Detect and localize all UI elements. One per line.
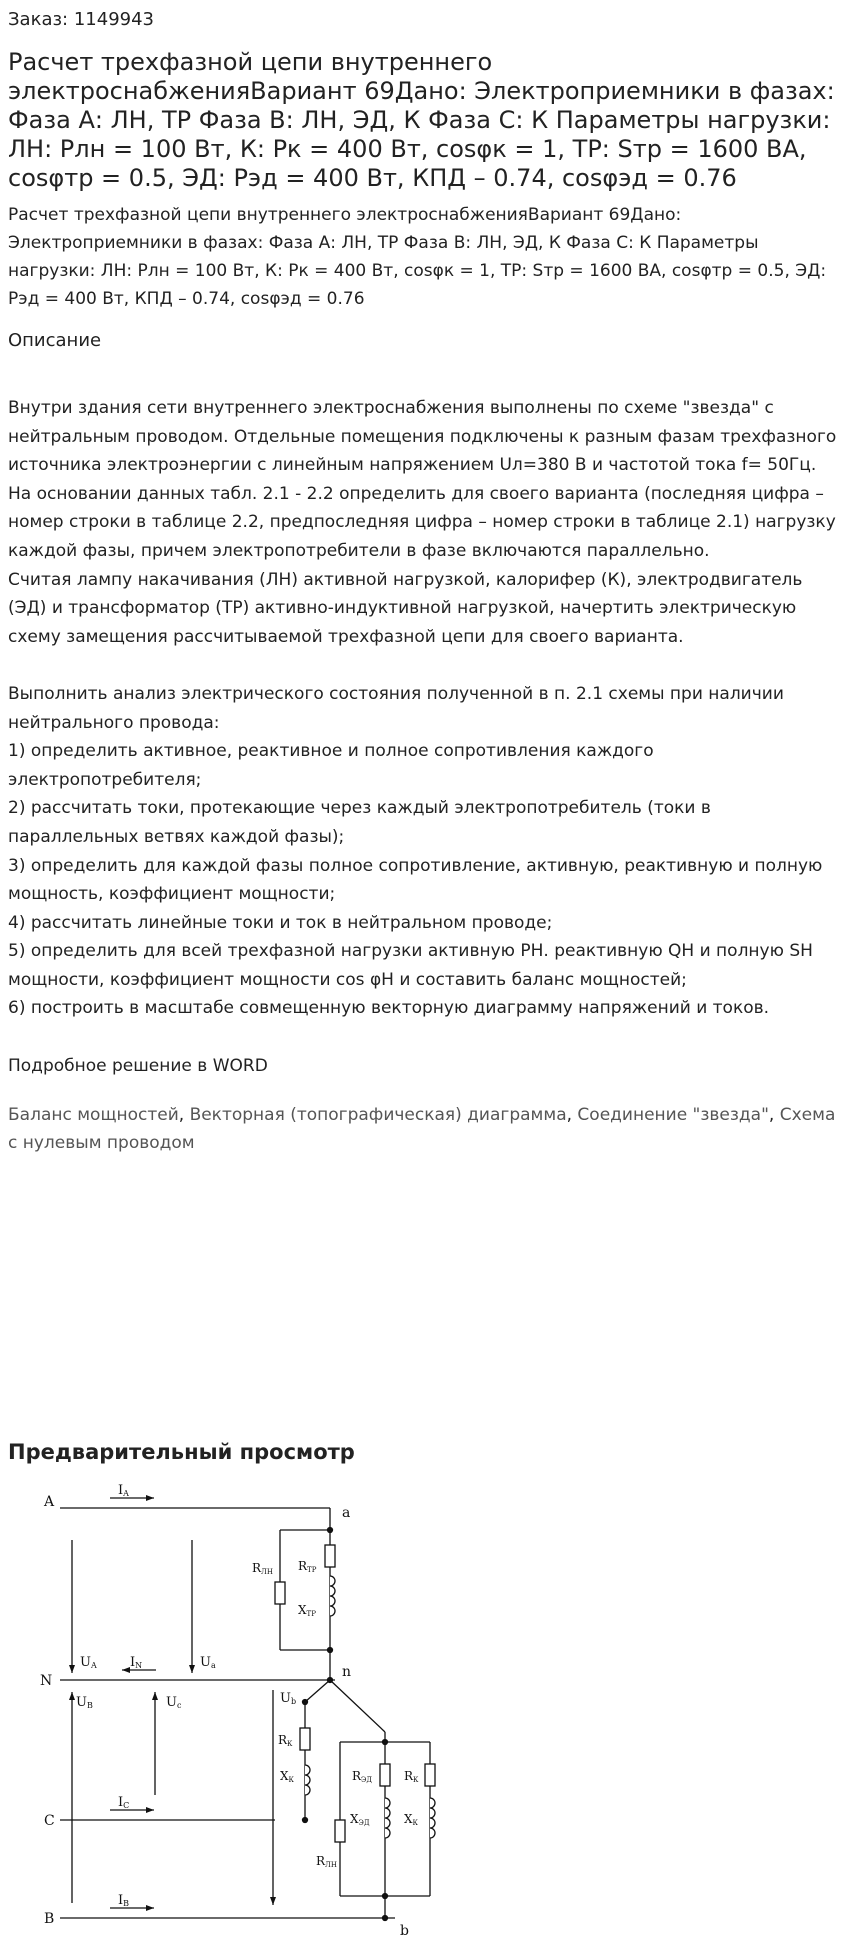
label-IC: I [118, 1795, 124, 1810]
svg-text:IA [118, 1483, 129, 1498]
star-to-b [330, 1680, 385, 1732]
label-sub: ЛН [261, 1568, 273, 1576]
node-label-C: C [44, 1813, 55, 1829]
label-IN: I [130, 1655, 136, 1670]
label-Rln-b: R [316, 1854, 326, 1868]
svg-text:RЭД [352, 1769, 372, 1784]
label-Red: R [352, 1769, 362, 1783]
svg-text:XК [404, 1812, 419, 1827]
inductor-Xtr [330, 1576, 335, 1616]
label-UA: U [80, 1655, 91, 1670]
order-number: 1149943 [73, 9, 155, 30]
svg-text:XК [280, 1769, 295, 1784]
arrow-head [69, 1692, 75, 1700]
arrow-head [146, 1905, 154, 1911]
tag-link[interactable]: Соединение "звезда" [577, 1105, 769, 1126]
label-IA: I [118, 1483, 124, 1498]
page-content [8, 0, 840, 1157]
svg-text:XЭД [350, 1812, 370, 1827]
label-sub: b [290, 1697, 297, 1706]
label-sub: B [86, 1701, 93, 1710]
node-label-N: N [40, 1673, 53, 1689]
svg-text:Ub [280, 1691, 296, 1706]
label-sub: ТР [307, 1566, 317, 1574]
arrow-head [189, 1665, 195, 1673]
label-sub: ЭД [361, 1776, 373, 1784]
svg-text:IN [130, 1655, 142, 1670]
order-label: Заказ: [8, 9, 69, 30]
svg-text:XТР [298, 1603, 316, 1618]
arrow-head [146, 1495, 154, 1501]
label-sub: a [210, 1661, 216, 1670]
svg-text:RТР [298, 1559, 317, 1574]
resistor-Rtr [325, 1545, 335, 1567]
resistor-Red [380, 1764, 390, 1786]
description-heading: Описание [8, 330, 102, 351]
svg-text:RЛН [316, 1854, 337, 1869]
label-Uc: U [166, 1695, 177, 1710]
label-Ua: U [200, 1655, 211, 1670]
label-IB: I [118, 1893, 124, 1908]
junction-dot [303, 1818, 308, 1823]
description-text: Внутри здания сети внутреннего электроснабжения выполнены по схеме "звезда" с нейтральным проводом. Отдельные помещения подключены к разным фазам трехфазного источника электроэнергии с линейным напряжением Uл=380 В и частотой тока f= 50Гц. На основании данных табл. 2.1 - 2.2 определить для своего варианта (последняя цифра – номер строки в таблице 2.2, предпоследняя цифра – номер строки в таблице 2.1) нагрузку каждой фазы, причем электропотребители в фазе включаются параллельно. Считая лампу накачивания (ЛН) активной нагрузкой, калорифер (К), электродвигатель (ЭД) и трансформатор (ТР) активно-индуктивной нагрузкой, начертить электрическую схему замещения рассчитываемой трехфазной цепи для своего варианта. Выполнить анализ электрического состояния полученной в п. 2.1 схемы при наличии нейтрального провода: 1) определить активное, реактивное и полное сопротивления каждого электропотребителя; 2) рассчитать токи, протекающие через каждый электропотребитель (токи в параллельных ветвях каждой фазы); 3) определить для каждой фазы полное сопротивление, активную, реактивную и полную мощность, коэффициент мощности; 4) рассчитать линейные токи и ток в нейтральном проводе; 5) определить для всей трехфазной нагрузки активную PН. реактивную QН и полную SН мощности, коэффициент мощности cos φН и составить баланс мощностей; 6) построить в масштабе совмещенную векторную диаграмму напряжений и токов. Подробное решение в WORD [8, 398, 837, 1076]
order-line [8, 9, 840, 31]
label-sub: ЭД [358, 1819, 370, 1827]
label-sub: ТР [306, 1610, 316, 1618]
svg-text:UB [76, 1695, 93, 1710]
label-Rk-c: R [278, 1733, 288, 1747]
tag-separator: , [768, 1105, 775, 1126]
svg-text:RК [278, 1733, 293, 1748]
label-sub: ЛН [325, 1861, 337, 1869]
label-sub: c [176, 1701, 182, 1710]
label-sub: К [413, 1776, 419, 1784]
tag-separator: , [566, 1105, 573, 1126]
node-label-B: B [44, 1911, 55, 1927]
junction-dot [328, 1528, 333, 1533]
label-sub: К [287, 1740, 293, 1748]
svg-text:Uc [166, 1695, 182, 1710]
node-label-A: A [44, 1494, 55, 1510]
label-Ub: U [280, 1691, 291, 1706]
label-sub: К [288, 1776, 294, 1784]
label-sub: N [135, 1661, 143, 1670]
page-subtitle: Расчет трехфазной цепи внутреннего электроснабженияВариант 69Дано: Электроприемники в фазах: Фаза А: ЛН, ТР Фаза В: ЛН, ЭД, К Фаза С: К Параметры нагрузки: ЛН: Рлн = 100 Вт, К: Рк = 400 Вт, cosφк = 1, ТР: Sтр = 1600 ВА, cosφтр = 0.5, ЭД: Рэд = 400 Вт, КПД – 0.74, cosφэд = 0.76 [8, 205, 827, 309]
arrow-head [122, 1667, 130, 1673]
junction-dot [383, 1740, 388, 1745]
label-Rtr: R [298, 1559, 308, 1573]
circuit-diagram [30, 1480, 460, 1940]
label-Rln-a: R [252, 1561, 262, 1575]
resistor-Rk-c [300, 1728, 310, 1750]
label-sub: A [123, 1489, 129, 1498]
label-sub: A [90, 1661, 97, 1670]
tag-link[interactable]: Векторная (топографическая) диаграмма [189, 1105, 567, 1126]
inductor-Xk-c [305, 1765, 310, 1795]
svg-text:RЛН [252, 1561, 273, 1576]
tag-list [8, 1101, 840, 1157]
svg-text:RК [404, 1769, 419, 1784]
arrow-head [270, 1897, 276, 1905]
star-to-c [305, 1680, 330, 1702]
junction-dot [328, 1648, 333, 1653]
label-sub: C [123, 1801, 130, 1810]
junction-dot [383, 1916, 388, 1921]
arrow-head [152, 1692, 158, 1700]
inductor-Xk-b [430, 1798, 435, 1838]
node-label-b: b [400, 1923, 409, 1939]
label-UB: U [76, 1695, 87, 1710]
label-sub: B [123, 1899, 130, 1908]
page-title: Расчет трехфазной цепи внутреннего электроснабженияВариант 69Дано: Электроприемники в фазах: Фаза А: ЛН, ТР Фаза В: ЛН, ЭД, К Фаза С: К Параметры нагрузки: ЛН: Рлн = 100 Вт, К: Рк = 400 Вт, cosφк = 1, ТР: Sтр = 1600 ВА, cosφтр = 0.5, ЭД: Рэд = 400 Вт, КПД – 0.74, cosφэд = 0.76 [8, 48, 835, 192]
svg-text:UA [80, 1655, 97, 1670]
junction-dot [303, 1700, 308, 1705]
label-Xed: X [350, 1812, 359, 1826]
label-Xtr: X [298, 1603, 307, 1617]
arrow-head [146, 1807, 154, 1813]
inductor-Xed [385, 1798, 390, 1838]
junction-dot [383, 1894, 388, 1899]
label-Rk-b: R [404, 1769, 414, 1783]
resistor-Rln-a [275, 1582, 285, 1604]
arrow-head [69, 1665, 75, 1673]
svg-text:IC [118, 1795, 129, 1810]
tag-link[interactable]: Схема с нулевым проводом [8, 1105, 836, 1154]
node-label-n: n [342, 1664, 352, 1680]
svg-text:IB [118, 1893, 129, 1908]
tag-separator: , [178, 1105, 185, 1126]
resistor-Rln-b [335, 1820, 345, 1842]
tag-link[interactable]: Баланс мощностей [8, 1105, 179, 1126]
node-label-a: a [342, 1505, 351, 1521]
label-Xk-b: X [404, 1812, 413, 1826]
label-sub: К [412, 1819, 418, 1827]
preview-heading: Предварительный просмотр [8, 1440, 355, 1464]
svg-text:Ua [200, 1655, 216, 1670]
label-Xk-c: X [280, 1769, 289, 1783]
resistor-Rk-b [425, 1764, 435, 1786]
